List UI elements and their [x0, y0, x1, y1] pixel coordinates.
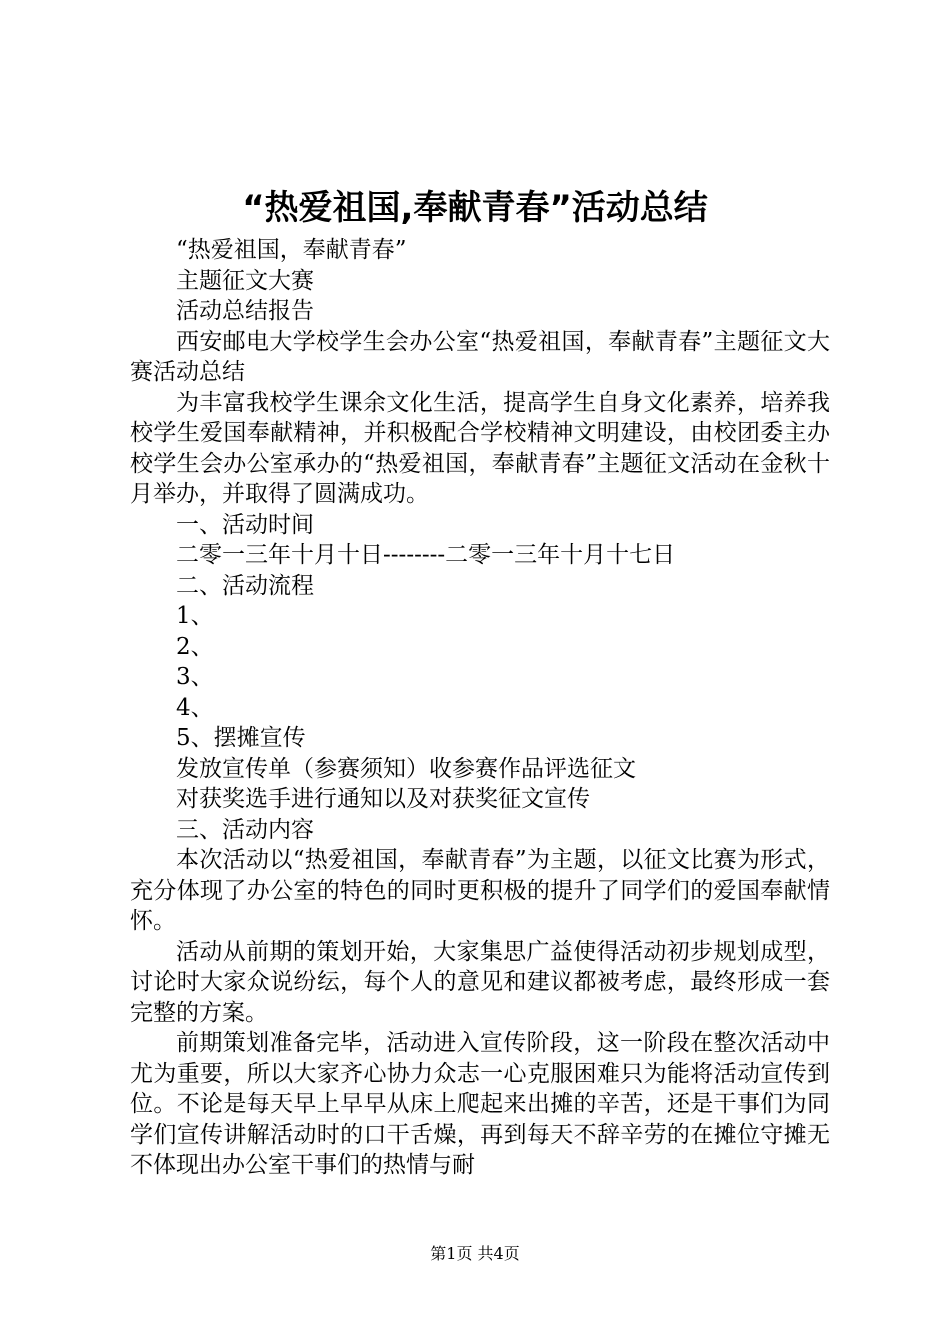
paragraph: 活动从前期的策划开始，大家集思广益使得活动初步规划成型，讨论时大家众说纷纭，每个人的意见和建议都被考虑，最终形成一套完整的方案。 — [130, 938, 830, 1026]
paragraph: 为丰富我校学生课余文化生活，提高学生自身文化素养，培养我校学生爱国奉献精神，并积极配合学校精神文明建设，由校团委主办校学生会办公室承办的“热爱祖国，奉献青春”主题征文活动在金秋十月举办，并取得了圆满成功。 — [130, 389, 830, 507]
paragraph: 对获奖选手进行通知以及对获奖征文宣传 — [176, 786, 590, 812]
list-item: 2、 — [176, 633, 214, 660]
section-heading: 三、活动内容 — [176, 816, 314, 843]
paragraph: 本次活动以“热爱祖国，奉献青春”为主题，以征文比赛为形式，充分体现了办公室的特色的同时更积极的提升了同学们的爱国奉献情怀。 — [130, 847, 830, 934]
paragraph: 前期策划准备完毕，活动进入宣传阶段，这一阶段在整次活动中尤为重要，所以大家齐心协力众志一心克服困难只为能将活动宣传到位。不论是每天早上早早从床上爬起来出摊的辛苦，还是干事们为同学们宣传讲解活动时的口干舌燥，再到每天不辞辛劳的在摊位守摊无不体现出办公室干事们的热情与耐 — [130, 1030, 830, 1178]
page-footer: 第1页 共4页 — [430, 1244, 520, 1263]
paragraph: 二零一三年十月十日--------二零一三年十月十七日 — [176, 542, 676, 568]
section-heading: 二、活动流程 — [176, 572, 314, 599]
document-title: “热爱祖国,奉献青春”活动总结 — [242, 188, 708, 228]
paragraph: “热爱祖国，奉献青春” — [176, 237, 407, 263]
paragraph: 主题征文大赛 — [176, 267, 314, 294]
paragraph: 活动总结报告 — [176, 298, 314, 324]
list-item: 1、 — [176, 603, 214, 629]
paragraph: 西安邮电大学校学生会办公室“热爱祖国，奉献青春”主题征文大赛活动总结 — [130, 328, 830, 385]
document-body — [130, 235, 830, 1181]
list-item: 3、 — [176, 664, 214, 690]
list-item: 4、 — [176, 694, 214, 721]
list-item: 5、摆摊宣传 — [176, 725, 306, 751]
section-heading: 一、活动时间 — [176, 511, 314, 538]
paragraph: 发放宣传单（参赛须知）收参赛作品评选征文 — [176, 755, 636, 782]
